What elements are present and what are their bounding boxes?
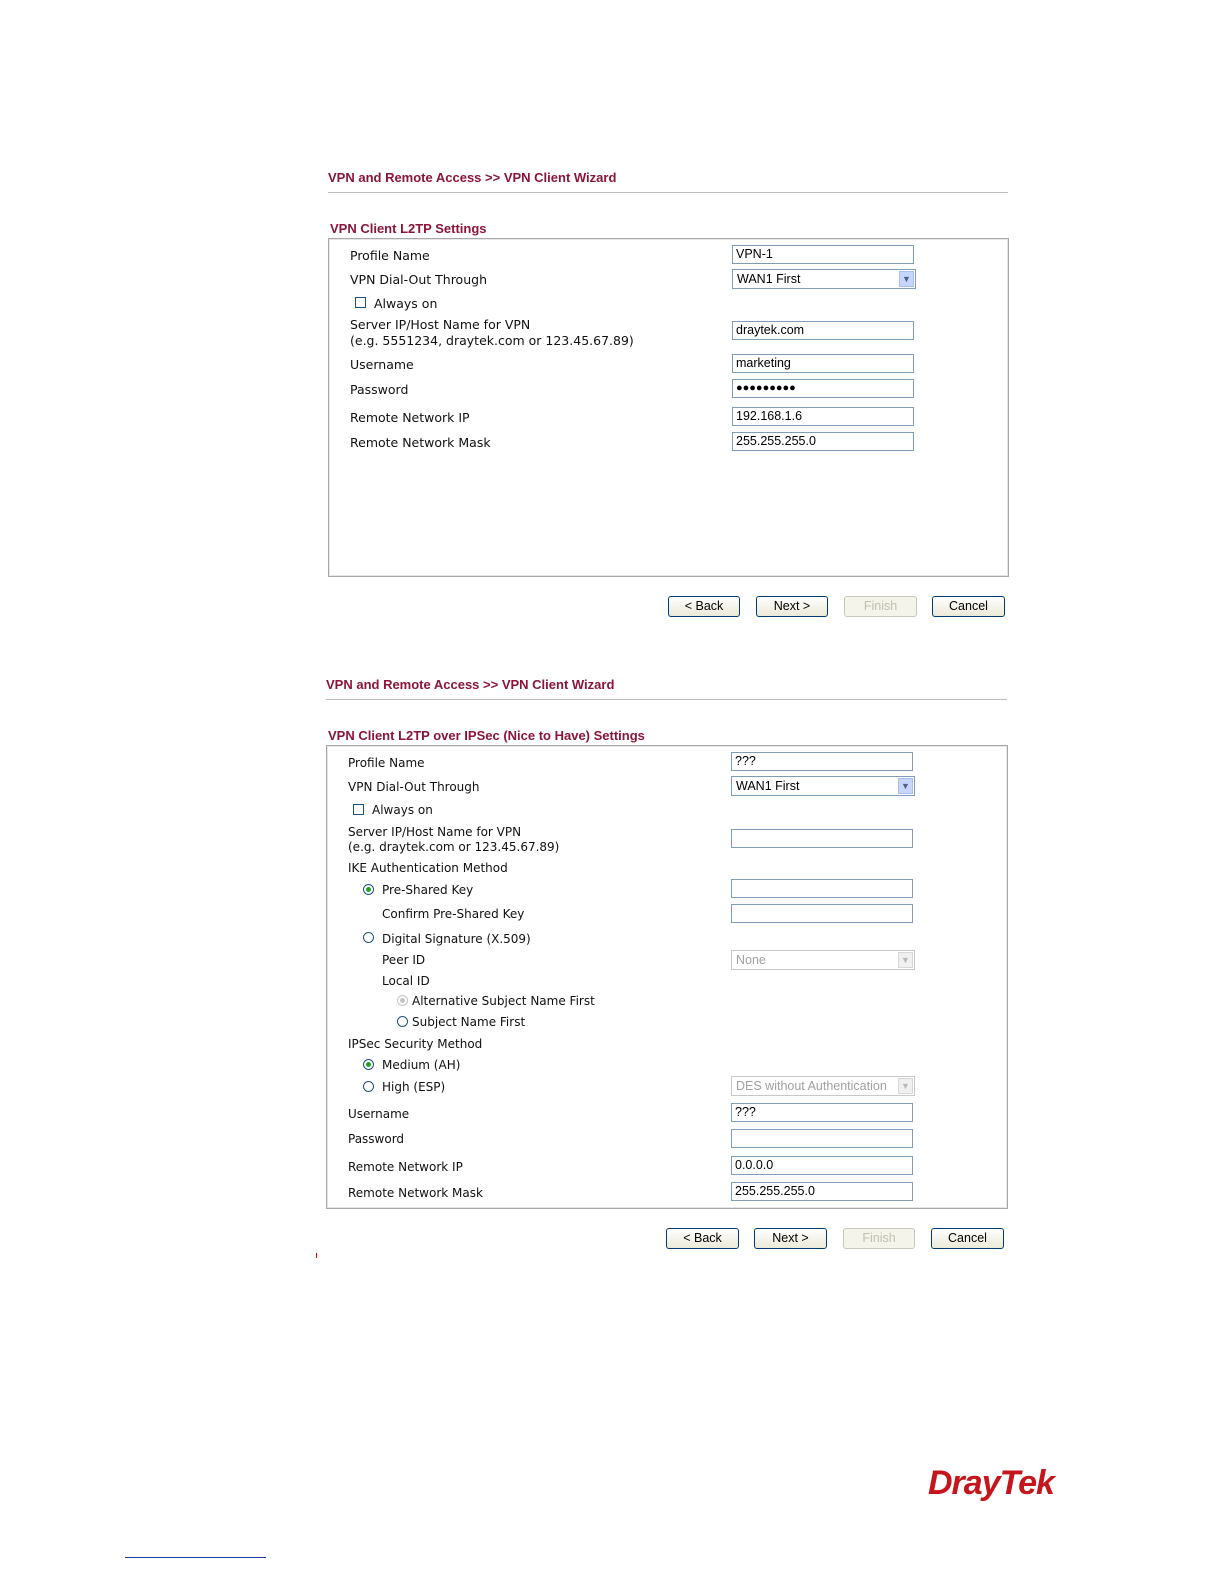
profile-name-label: Profile Name bbox=[350, 248, 430, 263]
pre-shared-key-radio[interactable] bbox=[363, 884, 374, 895]
section-title-2: VPN Client L2TP over IPSec (Nice to Have) Settings bbox=[328, 728, 645, 743]
peer-id-select[interactable] bbox=[731, 950, 915, 970]
digital-signature-radio[interactable] bbox=[363, 932, 374, 943]
back-button[interactable]: < Back bbox=[668, 596, 740, 617]
medium-ah-label: Medium (AH) bbox=[382, 1058, 461, 1072]
remote-ip-input[interactable]: 0.0.0.0 bbox=[731, 1156, 913, 1175]
finish-button[interactable]: Finish bbox=[844, 596, 917, 617]
local-id-label: Local ID bbox=[382, 974, 430, 988]
footnote-rule bbox=[125, 1557, 266, 1558]
pre-shared-key-input[interactable] bbox=[731, 879, 913, 898]
remote-ip-label: Remote Network IP bbox=[348, 1160, 463, 1174]
breadcrumb-2: VPN and Remote Access >> VPN Client Wizard bbox=[326, 677, 615, 692]
divider-1 bbox=[328, 192, 1008, 193]
remote-ip-input[interactable]: 192.168.1.6 bbox=[732, 407, 914, 426]
server-label-line1: Server IP/Host Name for VPN bbox=[350, 317, 531, 332]
dial-out-value: WAN1 First bbox=[737, 272, 801, 286]
confirm-psk-input[interactable] bbox=[731, 904, 913, 923]
high-esp-radio[interactable] bbox=[363, 1081, 374, 1092]
confirm-psk-label: Confirm Pre-Shared Key bbox=[382, 907, 525, 921]
profile-name-label: Profile Name bbox=[348, 756, 425, 770]
remote-mask-input[interactable]: 255.255.255.0 bbox=[732, 432, 914, 451]
cancel-button[interactable]: Cancel bbox=[931, 1228, 1004, 1249]
username-label: Username bbox=[350, 357, 414, 372]
cancel-button[interactable]: Cancel bbox=[932, 596, 1005, 617]
dial-out-value: WAN1 First bbox=[736, 779, 800, 793]
always-on-label: Always on bbox=[372, 803, 433, 817]
settings-panel-1 bbox=[328, 238, 1009, 577]
password-input[interactable] bbox=[731, 1129, 913, 1148]
server-label-line2: (e.g. draytek.com or 123.45.67.89) bbox=[348, 840, 560, 854]
next-button[interactable]: Next > bbox=[756, 596, 828, 617]
chevron-down-icon: ▼ bbox=[898, 778, 913, 794]
server-label-line2: (e.g. 5551234, draytek.com or 123.45.67.89) bbox=[350, 333, 634, 348]
password-label: Password bbox=[350, 382, 409, 397]
section-title-1: VPN Client L2TP Settings bbox=[330, 221, 487, 236]
dial-out-label: VPN Dial-Out Through bbox=[348, 780, 480, 794]
divider-2 bbox=[326, 699, 1007, 700]
server-input[interactable] bbox=[731, 829, 913, 848]
alt-subject-radio[interactable] bbox=[397, 995, 408, 1006]
breadcrumb-1: VPN and Remote Access >> VPN Client Wizard bbox=[328, 170, 617, 185]
dial-out-select[interactable] bbox=[731, 776, 915, 796]
password-label: Password bbox=[348, 1132, 405, 1146]
chevron-down-icon: ▼ bbox=[898, 1078, 913, 1094]
ipsec-method-label: IPSec Security Method bbox=[348, 1037, 483, 1051]
subject-name-label: Subject Name First bbox=[412, 1015, 526, 1029]
remote-mask-label: Remote Network Mask bbox=[348, 1186, 483, 1200]
stray-mark bbox=[316, 1253, 317, 1258]
peer-id-value: None bbox=[736, 953, 766, 967]
esp-method-select[interactable] bbox=[731, 1076, 915, 1096]
finish-button[interactable]: Finish bbox=[843, 1228, 915, 1249]
high-esp-label: High (ESP) bbox=[382, 1080, 446, 1094]
server-label-line1: Server IP/Host Name for VPN bbox=[348, 825, 522, 839]
pre-shared-key-label: Pre-Shared Key bbox=[382, 883, 474, 897]
digital-signature-label: Digital Signature (X.509) bbox=[382, 932, 531, 946]
password-input[interactable]: ●●●●●●●●● bbox=[732, 379, 914, 398]
esp-method-value: DES without Authentication bbox=[736, 1079, 887, 1093]
draytek-logo: DrayTek bbox=[928, 1464, 1054, 1502]
subject-name-radio[interactable] bbox=[397, 1016, 408, 1027]
always-on-checkbox[interactable] bbox=[355, 297, 366, 308]
always-on-label: Always on bbox=[374, 296, 438, 311]
profile-name-input[interactable]: VPN-1 bbox=[732, 245, 914, 264]
medium-ah-radio[interactable] bbox=[363, 1059, 374, 1070]
back-button[interactable]: < Back bbox=[666, 1228, 739, 1249]
peer-id-label: Peer ID bbox=[382, 953, 426, 967]
username-input[interactable]: marketing bbox=[732, 354, 914, 373]
chevron-down-icon: ▼ bbox=[898, 952, 913, 968]
username-label: Username bbox=[348, 1107, 410, 1121]
chevron-down-icon: ▼ bbox=[899, 271, 914, 287]
profile-name-input[interactable]: ??? bbox=[731, 752, 913, 771]
remote-mask-label: Remote Network Mask bbox=[350, 435, 491, 450]
settings-panel-2 bbox=[326, 745, 1008, 1209]
dial-out-select[interactable] bbox=[732, 269, 916, 289]
server-input[interactable]: draytek.com bbox=[732, 321, 914, 340]
remote-mask-input[interactable]: 255.255.255.0 bbox=[731, 1182, 913, 1201]
always-on-checkbox[interactable] bbox=[353, 804, 364, 815]
dial-out-label: VPN Dial-Out Through bbox=[350, 272, 487, 287]
username-input[interactable]: ??? bbox=[731, 1103, 913, 1122]
remote-ip-label: Remote Network IP bbox=[350, 410, 470, 425]
ike-auth-label: IKE Authentication Method bbox=[348, 861, 508, 875]
next-button[interactable]: Next > bbox=[754, 1228, 827, 1249]
alt-subject-label: Alternative Subject Name First bbox=[412, 994, 595, 1008]
